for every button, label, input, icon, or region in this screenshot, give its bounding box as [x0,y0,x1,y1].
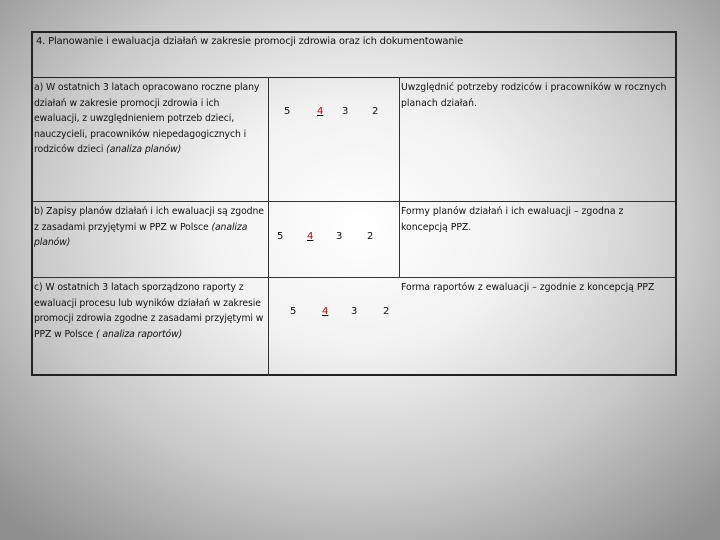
score-2: 2 [372,106,379,117]
score-2: 2 [367,231,374,242]
criterion-text: a) W ostatnich 3 latach opracowano roczne plany działań w zakresie promocji zdrowia i ich ewaluacji, z uwzględnieniem potrzeb dzieci, nauczycieli, pracowników niepedagogicznych i rodziców dzieci (analiza planów) [34,82,260,155]
score-3: 3 [336,231,343,242]
evaluation-table [31,31,677,376]
criterion-source: ( analiza raportów) [95,328,183,340]
criterion-source: (analiza planów) [34,221,248,248]
criterion-source: (analiza planów) [106,144,182,155]
recommendation-text: Uwzględnić potrzeby rodziców i pracowników w rocznych planach działań. [401,82,667,109]
criterion-text: c) W ostatnich 3 latach sporządzono raporty z ewaluacji procesu lub wyników działań w zakresie promocji zdrowia zgodne z zasadami przyjętymi w PPZ w Polsce ( analiza raportów) [34,282,264,340]
table-row [33,201,675,278]
score-5: 5 [284,106,291,117]
column-divider [268,277,269,376]
score-4-selected: 4 [317,106,324,117]
criterion-text: b) Zapisy planów działań i ich ewaluacji są zgodne z zasadami przyjętymi w PPZ w Polsce (analiza planów) [34,206,264,248]
table-row [33,277,675,376]
table-header [33,33,675,78]
recommendation-text: Formy planów działań i ich ewaluacji – zgodna z koncepcją PPZ. [401,206,624,233]
recommendation-text: Forma raportów z ewaluacji – zgodnie z koncepcją PPZ [401,282,655,293]
column-divider [399,77,400,201]
score-4-selected: 4 [322,306,329,317]
score-3: 3 [342,106,349,117]
score-3: 3 [351,306,358,317]
column-divider [268,77,269,201]
score-4-selected: 4 [307,231,314,242]
score-5: 5 [290,306,297,317]
section-title: 4. Planowanie i ewaluacja działań w zakresie promocji zdrowia oraz ich dokumentowanie [36,36,464,47]
score-2: 2 [383,306,390,317]
table-row [33,77,675,202]
score-5: 5 [277,231,284,242]
column-divider [268,201,269,277]
column-divider [399,201,400,277]
